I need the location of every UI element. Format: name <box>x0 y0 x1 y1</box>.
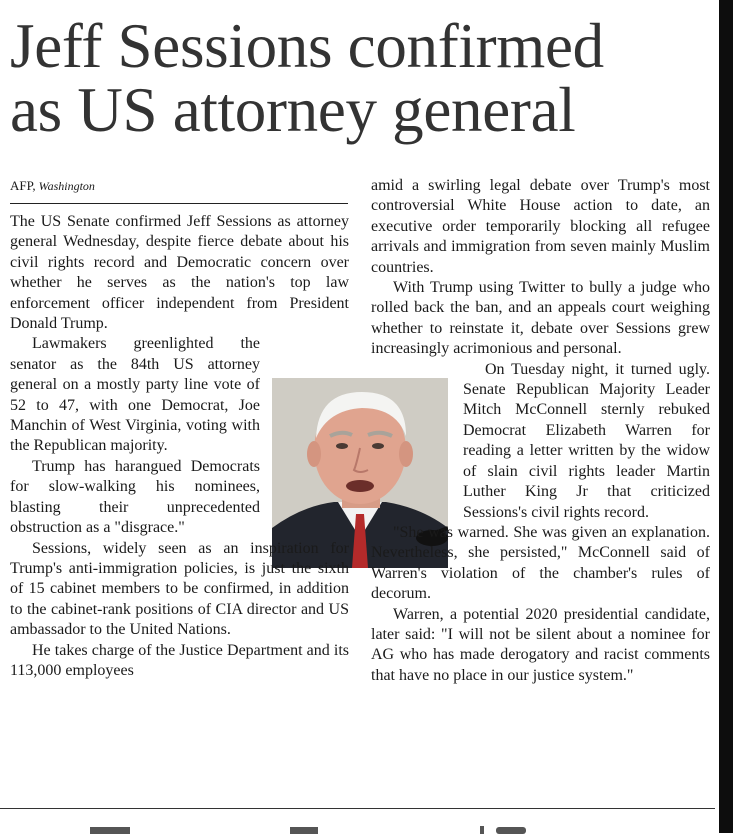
headline-line-1: Jeff Sessions confirmed <box>10 11 604 81</box>
wrap-block-left <box>10 334 260 538</box>
paragraph: amid a swirling legal debate over Trump's most controversial White House action to date, an executive order temporarily blocking all refugee arrivals and immigration from seven mainly Muslim countries. <box>371 177 710 276</box>
paragraph: On Tuesday night, it turned ugly. Senate Republican Majority Leader Mitch McConnell sternly rebuked Democrat Elizabeth Warren for reading a letter written by the widow of slain civil rights leader Martin Luther King Jr that criticized Sessions's civil rights record. <box>463 360 710 521</box>
paragraph: Sessions, widely seen as an inspiration for Trump's anti-immigration policies, is just the sixth of 15 cabinet members to be confirmed, in addition to the cabinet-rank positions of CIA director and US ambassador to the United Nations. <box>10 539 349 639</box>
byline-place: Washington <box>38 179 95 193</box>
article-column-left <box>10 176 349 681</box>
paragraph: Warren, a potential 2020 presidential candidate, later said: "I will not be silent about a nominee for AG who has made derogatory and racist comments that have no place in our justice system." <box>371 605 710 684</box>
byline-spacer <box>10 176 349 212</box>
paragraph: The US Senate confirmed Jeff Sessions as attorney general Wednesday, despite fierce debate about his civil rights record and Democratic concern over whether he serves as the nation's top law enforcement officer independent from President Donald Trump. <box>10 213 349 333</box>
bottom-rule <box>0 808 715 809</box>
article-column-right <box>371 176 710 686</box>
headline-line-2: as US attorney general <box>10 75 576 145</box>
paragraph: He takes charge of the Justice Department and its 113,000 employees <box>10 641 349 679</box>
wrap-block-right <box>463 360 710 523</box>
paragraph: With Trump using Twitter to bully a judge who rolled back the ban, and an appeals court weighing whether to reinstate it, debate over Sessions grew increasingly acrimonious and personal. <box>371 279 710 358</box>
paragraph: Trump has harangued Democrats for slow-walking his nominees, blasting their unprecedented obstruction as a "disgrace." <box>10 457 260 537</box>
paragraph: Lawmakers greenlighted the senator as the 84th US attorney general on a mostly party line vote of 52 to 47, with one Democrat, Joe Manchin of West Virginia, voting with the Republican majority. <box>10 335 260 455</box>
headline <box>10 11 715 145</box>
paragraph: "She was warned. She was given an explanation. Nevertheless, she persisted," McConnell said of Warren's violation of the chamber's rules of decorum. <box>371 523 710 603</box>
byline-agency: AFP, <box>10 178 36 193</box>
page-edge-bar <box>719 0 733 833</box>
